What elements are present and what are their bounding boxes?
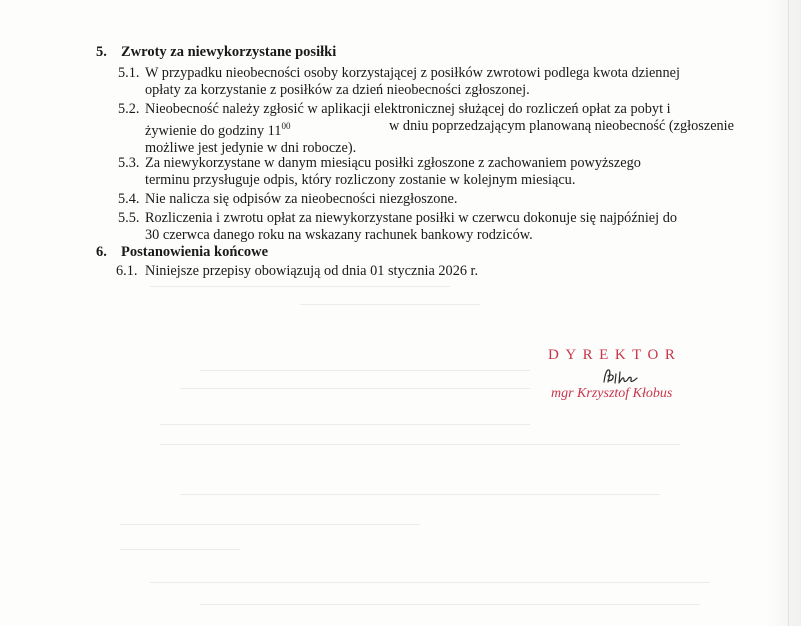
bleed-through-line <box>120 545 240 553</box>
section-title: Postanowienia końcowe <box>121 244 269 260</box>
hour-superscript: 00 <box>281 121 291 131</box>
bleed-through-line <box>160 420 530 428</box>
section-title: Zwroty za niewykorzystane posiłki <box>121 44 337 60</box>
item-number: 6.1. <box>116 263 138 279</box>
item-text-line: 30 czerwca danego roku na wskazany rachunek bankowy rodziców. <box>145 227 533 243</box>
section-number: 5. <box>96 44 107 60</box>
stamp-title: DYREKTOR <box>548 347 682 363</box>
bleed-through-line <box>150 578 710 586</box>
item-text-line: Nieobecność należy zgłosić w aplikacji elektronicznej służącej do rozliczeń opłat za pobyt i <box>145 101 671 117</box>
item-number: 5.1. <box>118 65 140 81</box>
item-number: 5.3. <box>118 155 140 171</box>
item-number: 5.5. <box>118 210 140 226</box>
list-item <box>145 191 734 208</box>
list-item <box>145 101 734 157</box>
item-number: 5.2. <box>118 101 140 117</box>
list-item <box>145 65 734 99</box>
item-text-fragment: w dniu poprzedzającym planowaną nieobecność (zgłoszenie <box>389 118 734 134</box>
bleed-through-line <box>200 600 700 608</box>
item-text-line: terminu przysługuje odpis, który rozliczony zostanie w kolejnym miesiącu. <box>145 172 576 188</box>
bleed-through-line <box>300 300 480 308</box>
bleed-through-line <box>180 490 660 498</box>
bleed-through-line <box>200 366 530 374</box>
bleed-through-line <box>120 520 420 528</box>
list-item <box>145 155 734 189</box>
item-text-line: Za niewykorzystane w danym miesiącu posiłki zgłoszone z zachowaniem powyższego <box>145 155 641 171</box>
item-text-line-with-superscript <box>145 118 734 140</box>
item-text-line: Rozliczenia i zwrotu opłat za niewykorzystane posiłki w czerwcu dokonuje się najpóźniej do <box>145 210 677 226</box>
page-edge <box>788 0 789 626</box>
list-item <box>145 210 734 244</box>
item-text-fragment: żywienie do godziny 11 <box>145 122 282 139</box>
stamp-name: mgr Krzysztof Kłobus <box>551 386 673 401</box>
bleed-through-line <box>150 282 450 290</box>
item-text-line: możliwe jest jedynie w dni robocze). <box>145 139 357 156</box>
item-text-line: Niniejsze przepisy obowiązują od dnia 01 stycznia 2026 r. <box>145 263 479 279</box>
item-text-line: W przypadku nieobecności osoby korzystającej z posiłków zwrotowi podlega kwota dziennej <box>145 65 680 81</box>
item-text-line: opłaty za korzystanie z posiłków za dzień nieobecności zgłoszonej. <box>145 82 530 98</box>
bleed-through-line <box>160 440 680 448</box>
bleed-through-line <box>180 384 530 392</box>
item-text-line: Nie nalicza się odpisów za nieobecności niezgłoszone. <box>145 191 458 207</box>
item-number: 5.4. <box>118 191 140 207</box>
list-item <box>145 263 734 280</box>
section-number: 6. <box>96 244 107 260</box>
